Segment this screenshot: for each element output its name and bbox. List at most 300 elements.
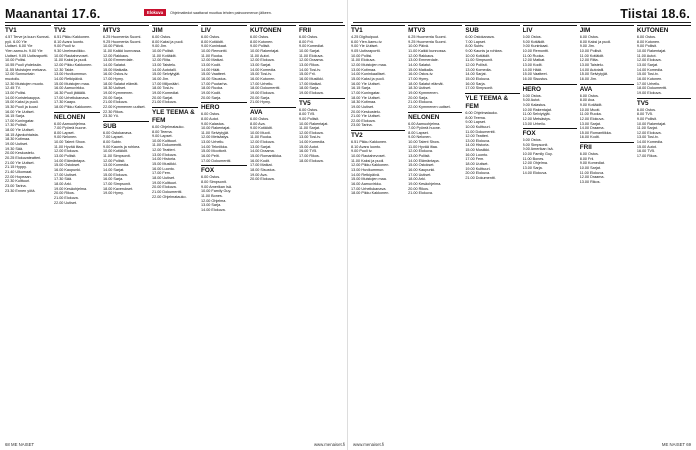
program-listing: 22.30 Rikos. <box>103 109 124 114</box>
program-listing: 10.00 Kotiäidit. <box>465 53 491 58</box>
program-listing: 20.00 Sarjat. <box>152 95 174 100</box>
program-listing: 18.00 Salatut elämät. <box>103 81 139 86</box>
program-listing: 14.00 Kuninkaalliset. <box>351 72 386 77</box>
program-listing: 22.30 Kulttuuri. <box>5 179 31 184</box>
program-listing: 16.00 Jim. <box>152 76 170 81</box>
program-listing: 6.00 Ostos. <box>250 116 270 121</box>
schedule-column <box>465 25 519 435</box>
program-listing: 21.00 Hymy. <box>250 100 271 105</box>
program-listing: 21.00 Dokumentti. <box>152 190 183 195</box>
channel-heading: AVA <box>580 84 634 94</box>
program-listing: 12.00 Teatteri. <box>152 148 176 153</box>
program-listing: 14.00 Häät. <box>201 67 221 72</box>
program-listing: 12.00 Draama. <box>299 58 324 63</box>
program-listing: 11.00 Simpsonit. <box>103 154 131 159</box>
program-listing: 16.00 Luonto. <box>152 166 175 171</box>
program-listing: 8.00 Kutonen. <box>250 39 274 44</box>
program-listing: 20.25 Elokuvateatteri. <box>5 156 42 161</box>
program-listing: 13.00 Sarjat. <box>579 121 601 126</box>
channel-heading: NELONEN <box>54 112 100 122</box>
program-listing: 13.00 Sarjat. <box>250 62 272 67</box>
program-listing: 21.00 Yle Uutiset. <box>351 114 381 119</box>
program-listing: 15.00 Selviytyjät. <box>579 72 609 77</box>
program-listing: 15.00 Romantiikka. <box>250 154 283 159</box>
program-listing: 17.00 Matkat. <box>299 81 322 86</box>
program-listing: 20.00 Sarja. <box>201 95 222 100</box>
program-listing: 16.00 Aamuvirkku. <box>54 86 85 91</box>
program-listing: 10.00 Muoti. <box>250 130 271 135</box>
program-listing: 12.00 Matkat. <box>201 58 224 63</box>
program-listing: 23.00 Tarina. <box>351 123 373 128</box>
program-listing: 14.00 Koristekauppa. <box>5 95 41 100</box>
program-listing: 8.00 Autot. <box>201 116 219 121</box>
program-listing: 12.00 Riita. <box>579 58 599 63</box>
program-listing: 13.00 Poliisit. <box>54 154 77 159</box>
program-listing: 6.00 Ostos. <box>201 175 221 180</box>
program-listing: 12.00 Muistojen maa. <box>351 62 387 67</box>
program-listing: 21.00 Elokuva. <box>103 100 128 105</box>
program-listing: 8.00 Kutonen. <box>636 39 661 44</box>
program-listing: 18.00 Yle Uutiset. <box>5 128 35 133</box>
program-listing: 15.00 Musiikki. <box>465 148 491 153</box>
program-listing: 9.00 Poliisit. <box>250 44 271 49</box>
program-listing: 15.30 Puoli ja kuusi <box>5 104 38 109</box>
program-listing: 6.00 Ostos. <box>579 93 599 98</box>
program-listing: 15.00 Elokuva. <box>103 172 128 177</box>
channel-heading: FOX <box>201 165 247 175</box>
program-listing: 21.00 Elokuva. <box>408 191 433 196</box>
program-listing: 10.55 Puoli yhdeksän. <box>5 62 42 67</box>
program-listing: 6.00 Aamuohjelma. <box>54 121 87 126</box>
program-listing: 14.00 Elokuva. <box>522 170 548 175</box>
program-listing: 20.00 Rikos. <box>408 186 430 191</box>
program-listing: 17.00 Urheilu. <box>250 81 274 86</box>
channel-heading: TV5 <box>637 98 691 108</box>
program-listing: 14.00 Retkipäivä. <box>54 76 83 81</box>
program-listing: 11.00 Kotiäidit. <box>152 53 177 58</box>
page-number: 68 <box>5 442 10 447</box>
program-listing: 16.00 Kaupunki. <box>408 168 436 173</box>
program-listing: 6.00 Ostos. <box>522 93 542 98</box>
program-listing: 10.00 Rakentajat. <box>636 121 667 126</box>
program-listing: 12.00 Elokuva. <box>636 130 662 135</box>
program-listing: 6.00 Ostokanava. <box>103 130 133 135</box>
program-listing: 10.00 Family Guy. <box>201 189 232 194</box>
program-listing: 10.00 Rakentajat. <box>636 48 667 53</box>
program-listing: 6.00 Ostos. <box>636 107 657 112</box>
program-listing: 13.00 Emmerdale. <box>103 58 134 63</box>
channel-heading: HERO <box>523 84 577 94</box>
channel-heading: NELONEN <box>408 112 462 122</box>
program-listing: 14.00 Historia. <box>465 143 490 148</box>
program-listing: 15.00 Selviytyjät. <box>152 72 181 77</box>
program-listing: 4.57 Terve ja kuun Kunnat- <box>5 35 50 39</box>
program-listing: 18.00 Yle Uutiset. <box>351 95 381 100</box>
program-listing: 7.00 Lapset. <box>465 39 486 44</box>
program-listing: 11.00 Selviytyjät. <box>522 112 551 117</box>
program-listing: 9.25 Huomenta Suomi. <box>103 39 142 44</box>
program-listing: 11.00 Sarjat. <box>636 126 658 131</box>
program-listing: 13.00 Taistelu. <box>579 62 604 67</box>
program-listing: 12.00 Elokuva. <box>250 140 275 145</box>
program-listing: 17.00 Urheilu. <box>636 81 661 86</box>
program-listing: 10.00 Kulttuuri. <box>465 124 491 129</box>
program-listing: 7.00 Lapset. <box>103 135 124 140</box>
program-listing: 14.00 Autotalli. <box>579 67 605 72</box>
program-listing: 17.00 Hymy. <box>103 76 124 81</box>
program-listing: 13.00 Poliisi. <box>5 90 27 95</box>
program-listing: 11.00 Kaikki kunnossa. <box>103 48 142 53</box>
program-listing: 9.00 Lapset. <box>465 120 486 125</box>
program-listing: 12.00 Poliisit. <box>465 62 488 67</box>
program-listing: 19.00 Kodit. <box>201 90 222 95</box>
program-listing: 12.00 Poliisit. <box>103 158 126 163</box>
page-footer <box>5 442 345 447</box>
program-listing: 12.00 Pikku Kakkonen. <box>54 62 93 67</box>
program-listing: 13.00 Huvikummun. <box>54 72 88 77</box>
program-listing: 12.00 Elokuva. <box>636 58 662 63</box>
movie-badge: Elokuva <box>144 9 166 16</box>
program-listing: 13.00 Kodit. <box>522 62 543 67</box>
program-listing: 11.00 Selviytyjät. <box>201 130 230 135</box>
program-listing: 9.00 Kalastus. <box>522 102 547 107</box>
program-listing: 17.00 Miljonääri. <box>152 81 180 86</box>
program-listing: 8.00 Simpsonit. <box>201 180 227 185</box>
program-listing: 12.00 Ohjelma. <box>522 161 548 166</box>
schedule-column <box>408 25 462 435</box>
program-listing: 11.00 Hyvää iltaa. <box>54 144 84 149</box>
program-listing: 13.00 Komedia. <box>103 163 130 168</box>
program-listing: 15.00 Ostokset. <box>54 163 81 168</box>
channel-heading: SUB <box>465 25 519 35</box>
program-listing: 12.30 Muistojen muoto. <box>5 81 44 86</box>
schedule-column <box>523 25 577 435</box>
program-listing: 15.00 Moottorit. <box>201 149 228 154</box>
program-listing: 17.00 Simpsonit. <box>103 182 131 187</box>
program-listing: 12.00 Elokuva. <box>250 58 275 63</box>
program-listing: 8.00 Teema. <box>465 115 486 120</box>
program-listing: 16.00 Sisustus. <box>201 76 227 81</box>
schedule-column <box>201 25 247 435</box>
program-listing: 13.00 Emmerdale. <box>408 58 439 63</box>
program-listing: 20.00 Elokuva. <box>465 171 491 176</box>
program-listing: 23.00 Tarina. <box>5 184 27 188</box>
program-listing: 6.00 Ostos. <box>522 35 542 39</box>
program-listing: 20.00 Keskustelu. <box>351 109 381 114</box>
channel-heading: AVA <box>250 107 296 117</box>
program-listing: 16.15 Sarja. <box>351 86 372 91</box>
program-listing: 13.00 Elokuva. <box>465 138 491 143</box>
program-listing: 8.00 Frii. <box>299 39 314 44</box>
program-listing: 19.00 Kymmenen. <box>103 90 134 95</box>
program-listing: 8.00 Autot. <box>522 98 541 103</box>
program-listing: pyö. 6.00 Yle <box>5 39 27 44</box>
program-listing: 16.00 TV5. <box>299 149 318 154</box>
program-listing: 6.25 Huomenta Suomi. <box>103 35 142 39</box>
legend <box>144 9 272 16</box>
program-listing: 16.00 Kaupunki. <box>54 168 82 173</box>
program-listing: 15.00 Frii. <box>299 72 316 77</box>
program-listing: 18.00 Pikku Kakkonen. <box>54 104 93 109</box>
program-listing: 9.00 Poliisit. <box>636 44 658 49</box>
program-listing: 12.30 Taide. <box>54 67 75 72</box>
program-listing: 8.00 Lapset. <box>408 130 429 135</box>
program-listing: 8.00 TV5. <box>299 112 316 117</box>
program-listing: 14.00 Salatut. <box>408 62 432 67</box>
program-listing: 19.30 Sää. <box>5 146 24 151</box>
channel-heading: JIM <box>580 25 634 35</box>
schedule-column <box>54 25 100 435</box>
program-listing: 15.00 Autot. <box>636 144 657 149</box>
program-listing: 16.00 Kutonen. <box>636 76 663 81</box>
program-listing: 17.00 Kuningatar. <box>351 90 381 95</box>
program-listing: 16.00 Yle Uutiset. <box>351 81 381 86</box>
channel-heading: LIV <box>201 25 247 35</box>
program-listing: 20.00 Sarja. <box>408 95 429 100</box>
program-listing: 12.00 Elokuva. <box>54 149 79 154</box>
channel-heading: SUB <box>103 121 149 131</box>
program-listing: 9.00 Puoli tv. <box>54 44 76 49</box>
program-listing: 16.00 Musiikki. <box>299 76 324 81</box>
program-listing: 11.00 Hyvää iltaa. <box>408 144 438 149</box>
program-listing: 16.15 Sarja. <box>5 114 26 119</box>
program-listing: 6.00 Ostos. <box>250 35 270 39</box>
program-listing: 13.00 Urheilu. <box>522 121 546 126</box>
program-listing: 8.00 Ava. <box>250 121 266 126</box>
program-listing: 11.55 Muistojen mekana. <box>5 67 47 72</box>
program-listing: 12.00 Rakkaus. <box>408 53 435 58</box>
program-listing: 8.00 Teema. <box>152 129 173 134</box>
program-listing: 9.00 Lapset. <box>152 134 173 139</box>
program-listing: 6.00 Ostos. <box>579 35 599 39</box>
program-listing: 17.30 Sää. <box>54 177 73 182</box>
program-listing: Uutiset. 6.00 Yle <box>5 44 33 49</box>
program-listing: 16.30 Puoli jätäälä. <box>54 90 86 95</box>
program-listing: 12.00 Ohjelma. <box>201 198 227 203</box>
program-listing: 18.00 Ruoka. <box>201 86 224 91</box>
program-listing: 9.00 Nelonen. <box>54 135 78 140</box>
program-listing: 18.30 Kotimaa. <box>5 137 31 142</box>
program-listing: 20.00 Keskustelu. <box>5 151 35 156</box>
program-listing: 6.00 Ostos. <box>299 107 319 112</box>
magazine-name: ME NAISET <box>661 442 686 447</box>
program-listing: 8.00 Lapset. <box>54 130 75 135</box>
program-listing: 12.00 Rakkaus. <box>103 53 130 58</box>
program-listing: 19.00 Uutiset. <box>5 142 29 147</box>
program-listing: 10.00 Rakentajat. <box>201 126 231 131</box>
program-listing: 14.00 Historia. <box>152 157 177 162</box>
program-listing: 23.30 Yö. <box>103 114 119 119</box>
program-listing: 16.00 Jim. <box>579 76 597 81</box>
program-listing: 19.00 Elokuva. <box>250 90 275 95</box>
program-listing: 10.00 Poliisi. <box>5 58 27 63</box>
program-listing: 6.00 Ostos. <box>579 152 599 157</box>
program-listing: 17.00 Fem. <box>152 171 171 176</box>
program-listing: 14.00 Tekniikka. <box>201 144 228 149</box>
program-listing: 19.00 Ava. <box>250 172 268 177</box>
program-listing: 12.00 Teatteri. <box>465 134 490 139</box>
channel-heading: MTV3 <box>103 25 149 35</box>
program-listing: 22.00 Kymmenen uutiset. <box>408 104 451 109</box>
program-listing: 14.00 Tosi-tv. <box>299 67 321 72</box>
program-listing: 4.25 Digihuipuut. <box>351 35 380 39</box>
program-listing: 9.00 Komediat. <box>299 44 325 49</box>
program-listing: 18.15 Ajankohtaista. <box>5 132 39 137</box>
program-listing: 16.00 Kodit. <box>579 135 600 140</box>
program-listing: 10.00 Rautahevoset. <box>351 154 386 159</box>
program-listing: 16.00 Sisustus. <box>522 76 549 81</box>
program-listing: 6.00 Ohjelmatauko. <box>465 110 498 115</box>
program-listing: 15.00 Matkalla. <box>408 67 434 72</box>
program-listing: 10.00 Rakentajat. <box>299 121 329 126</box>
program-listing: 18.30 Uutiset. <box>103 86 127 91</box>
program-listing: 7.00 Pyöreä huone. <box>54 126 87 131</box>
program-listing: 13.00 Sarjat. <box>250 144 272 149</box>
program-listing: 11.00 Autot. <box>250 53 270 58</box>
program-listing: 17.00 Dokumentti. <box>201 158 232 163</box>
channel-heading: HERO <box>201 102 247 112</box>
program-listing: 18.30 Uutiset. <box>408 86 432 91</box>
program-listing: 6.25 Huomenta Suomi. <box>408 35 447 39</box>
program-listing: 19.00 Elokuva. <box>636 90 662 95</box>
program-listing: 17.30 Kaapo. <box>54 100 77 105</box>
program-listing: 11.00 Ruoka. <box>201 53 224 58</box>
program-listing: 18.00 Arki. <box>408 177 426 182</box>
program-listing: 10.00 Family Guy. <box>522 152 553 157</box>
program-listing: 10.00 Poliisi. <box>351 53 373 58</box>
program-listing: 7.00 Pyöreä huone. <box>408 126 441 131</box>
program-listing: 19.00 Komediat. <box>152 90 180 95</box>
program-listing: Uutiset. 9.05 Uutisraportti. <box>5 53 49 58</box>
program-listing: 12.00 Elokuva. <box>579 116 605 121</box>
program-listing: 18.00 Kaverukset. <box>103 186 134 191</box>
program-listing: 13.00 Kotimaa. <box>351 67 377 72</box>
magazine-name: ME NAISET <box>10 442 35 447</box>
program-listing: 17.30 Poliisit. <box>5 123 28 128</box>
program-listing: 9.00 Kotiäidit. <box>579 102 603 107</box>
program-listing: 10.00 Rautahevoset. <box>54 53 89 58</box>
program-listing: 13.00 Poliisit. <box>408 154 431 159</box>
program-listing: 10.00 Päivä. <box>103 44 124 49</box>
program-listing: 15.00 Vaatteet. <box>522 72 548 77</box>
program-listing: 15.00 Kaksi ja puoli. <box>351 76 385 81</box>
program-listing: 9.00 Poliisit. <box>636 116 658 121</box>
program-listing: 10.00 Kulttuuri. <box>152 138 178 143</box>
program-listing: 10.00 Poliisit. <box>152 48 175 53</box>
program-listing: 22.00 Elokuva. <box>351 118 376 123</box>
program-listing: 16.00 Pelit. <box>201 154 220 159</box>
schedule-column <box>5 25 51 435</box>
program-listing: 11.00 Elokuva. <box>579 170 605 175</box>
program-listing: 9.00 Amerikan Isä. <box>201 184 233 189</box>
program-listing: 9.30 Unelmaviikko. <box>54 48 86 53</box>
program-listing: 10.00 Rakentajat. <box>522 107 552 112</box>
program-listing: 21.00 Elokuva. <box>54 196 79 200</box>
program-listing: 20.00 Rikos. <box>54 191 75 196</box>
program-listing: 17.00 Kuningatar. <box>5 118 35 123</box>
program-listing: 13.00 Rikos. <box>299 62 320 67</box>
program-listing: 13.00 Urheilu. <box>201 140 225 145</box>
program-listing: 14.00 Autotalli. <box>152 67 177 72</box>
page-footer <box>353 442 691 447</box>
program-listing: 22.00 Uutiset. <box>54 200 78 205</box>
program-listing: 15.00 Muistojen maa. <box>351 177 387 182</box>
program-listing: 9.00 Kuninkaat. <box>522 44 549 49</box>
program-listing: 12.00 Sunnuntain <box>5 72 35 77</box>
program-listing: 8.00 Subtv. <box>465 44 485 49</box>
schedule-column <box>250 25 296 435</box>
program-listing: 12.00 Metsästys. <box>201 135 230 140</box>
program-listing: 21.40 Ulkomaat. <box>5 170 33 175</box>
channel-heading: YLE TEEMA & FEM <box>152 107 198 125</box>
program-listing: 19.00 Kesäohjelma. <box>408 182 442 187</box>
program-listing: 14.00 Elokuva. <box>201 208 226 212</box>
schedule-column <box>637 25 691 435</box>
channel-heading: FRII <box>580 142 634 152</box>
program-listing: 17.00 Urheilukanava. <box>351 186 387 191</box>
channel-heading: FOX <box>523 128 577 138</box>
program-listing: 18.00 Pikku Kakkonen. <box>351 191 390 196</box>
program-listing: 6.00 Ostos. <box>522 138 542 143</box>
program-listing: 16.00 Kodit. <box>250 158 271 163</box>
program-listing: 17.00 Rikos. <box>636 154 658 159</box>
program-listing: 14.00 Salatut. <box>103 62 127 67</box>
program-listing: 14.00 Draama. <box>250 149 275 154</box>
program-listing: 20.00 Sarja. <box>103 95 124 100</box>
program-listing: 19.00 Kymmenen. <box>408 90 439 95</box>
program-listing: 18.00 Elokuva. <box>299 158 324 163</box>
program-listing: 12.00 Pikku Kakkonen. <box>351 163 390 168</box>
program-listing: 9.00 Kalastus. <box>201 121 225 126</box>
right-page <box>348 0 696 450</box>
channel-heading: FRII <box>299 25 345 35</box>
program-listing: 9.00 Kuninkaat. <box>201 44 228 49</box>
program-listing: 15.00 Matkalla. <box>103 67 129 72</box>
page-title: Maanantai 17.6. <box>5 7 101 21</box>
program-listing: 23.30 Ennen yötä. <box>5 188 36 193</box>
program-listing: 20.00 Elokuva. <box>250 177 275 182</box>
website: www.menaiset.fi <box>353 442 385 447</box>
program-listing: 10.00 Sarjat. <box>579 166 601 171</box>
channel-heading: TV1 <box>5 25 51 35</box>
program-listing: 6.00 Ostos. <box>152 35 172 39</box>
program-listing: 13.00 Tosi-tv. <box>636 135 659 140</box>
program-listing: 9.25 Huomenta Suomi. <box>408 39 447 44</box>
program-listing: 9.00 Jim. <box>579 44 595 49</box>
program-listing: 12.45 TV. <box>5 86 21 91</box>
program-listing: 11.00 Dokumentti. <box>465 129 496 134</box>
program-listing: 16.00 TV5. <box>636 149 656 154</box>
program-listing: 11.00 Kaksi ja puoli. <box>351 158 385 163</box>
program-listing: 8.10 Avara luonto. <box>54 39 85 44</box>
program-listing: 13.00 Taistelu. <box>152 62 177 67</box>
program-listing: 16.00 Ostos-tv. <box>408 72 434 77</box>
program-listing: 15.00 Romantiikka. <box>579 130 612 135</box>
program-listing: 8.00 Ava. <box>579 98 596 103</box>
schedule-column <box>351 25 405 435</box>
program-listing: 13.00 Komedia. <box>465 67 492 72</box>
program-listing: 15.00 Ostokset. <box>408 163 435 168</box>
program-listing: 16.00 Yle Uutiset. <box>5 109 35 114</box>
program-listing: 19.00 Kulttuuri. <box>465 166 491 171</box>
program-listing: 13.00 Rikos. <box>579 180 601 185</box>
program-listing: 16.00 Sarja. <box>465 81 486 86</box>
program-listing: 8.00 Simpsonit. <box>522 142 549 147</box>
program-listing: 22.00 Kymmenen uutiset. <box>103 104 146 109</box>
program-listing: 22.00 Ohjelmatauko. <box>152 194 187 199</box>
program-listing: 21.15 Hyppy. <box>5 165 27 170</box>
program-listing: 11.00 Sarjat. <box>299 126 320 131</box>
